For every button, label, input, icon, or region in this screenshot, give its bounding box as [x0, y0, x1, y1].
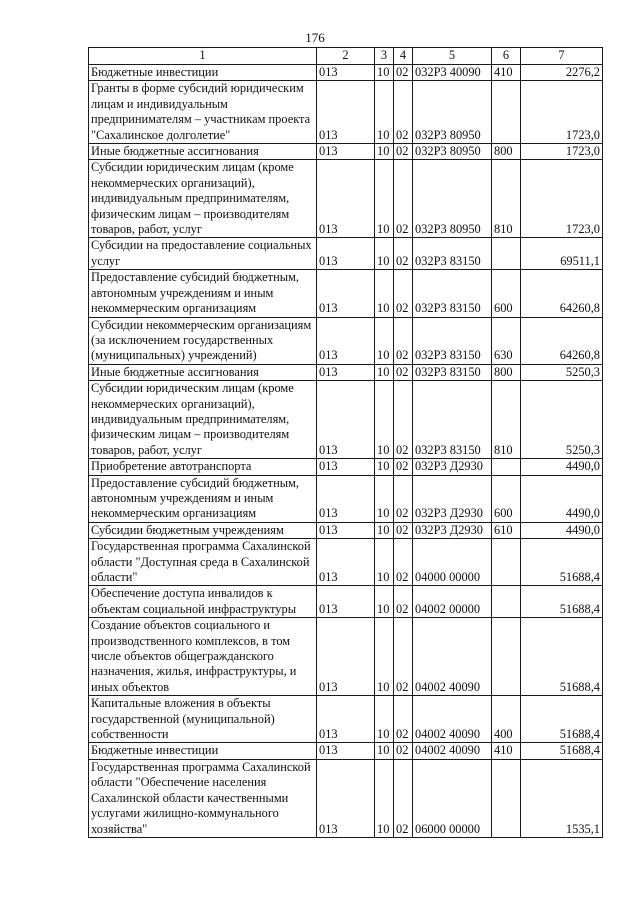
row-expense-type-cell: 600 — [492, 475, 521, 522]
row-amount-cell: 51688,4 — [521, 539, 603, 586]
row-subsection-cell: 02 — [394, 743, 413, 759]
col-header-4: 4 — [394, 48, 413, 65]
row-section-cell: 10 — [375, 364, 394, 380]
row-amount-cell: 51688,4 — [521, 618, 603, 696]
table-row — [89, 381, 603, 459]
row-section-cell: 10 — [375, 696, 394, 743]
row-expense-type-cell: 810 — [492, 160, 521, 238]
page-number: 176 — [305, 30, 325, 45]
row-section-cell: 10 — [375, 618, 394, 696]
row-amount-cell: 2276,2 — [521, 65, 603, 81]
table-row — [89, 696, 603, 743]
table-row — [89, 317, 603, 364]
row-name-cell: Обеспечение доступа инвалидов к объектам социальной инфраструктуры — [89, 586, 317, 618]
row-section-cell: 10 — [375, 81, 394, 144]
col-header-5: 5 — [413, 48, 492, 65]
row-name-cell: Субсидии юридическим лицам (кроме некоммерческих организаций), индивидуальным предпринимателям, физическим лицам – производителям товаров, работ, услуг — [89, 160, 317, 238]
row-expense-type-cell: 410 — [492, 743, 521, 759]
row-name-cell: Гранты в форме субсидий юридическим лицам и индивидуальным предпринимателям – участникам проекта "Сахалинское долголетие" — [89, 81, 317, 144]
row-admin-code-cell: 013 — [317, 144, 375, 160]
row-expense-type-cell: 800 — [492, 144, 521, 160]
row-target-article-cell: 032Р3 Д2930 — [413, 459, 492, 475]
table-row — [89, 459, 603, 475]
row-target-article-cell: 04002 40090 — [413, 743, 492, 759]
row-section-cell: 10 — [375, 539, 394, 586]
row-section-cell: 10 — [375, 475, 394, 522]
row-expense-type-cell: 630 — [492, 317, 521, 364]
col-header-1: 1 — [89, 48, 317, 65]
row-admin-code-cell: 013 — [317, 317, 375, 364]
row-expense-type-cell — [492, 586, 521, 618]
table-row — [89, 522, 603, 538]
table-row — [89, 238, 603, 270]
row-section-cell: 10 — [375, 522, 394, 538]
row-amount-cell: 51688,4 — [521, 586, 603, 618]
row-target-article-cell: 032Р3 40090 — [413, 65, 492, 81]
row-name-cell: Создание объектов социального и производственного комплексов, в том числе объектов общегражданского назначения, жилья, инфраструктуры, и иных объектов — [89, 618, 317, 696]
row-amount-cell: 4490,0 — [521, 522, 603, 538]
row-subsection-cell: 02 — [394, 586, 413, 618]
table-row — [89, 81, 603, 144]
row-expense-type-cell — [492, 539, 521, 586]
row-admin-code-cell: 013 — [317, 160, 375, 238]
row-subsection-cell: 02 — [394, 317, 413, 364]
row-amount-cell: 64260,8 — [521, 270, 603, 317]
col-header-6: 6 — [492, 48, 521, 65]
row-subsection-cell: 02 — [394, 475, 413, 522]
table-row — [89, 364, 603, 380]
row-name-cell: Субсидии юридическим лицам (кроме некоммерческих организаций), индивидуальным предпринимателям, физическим лицам – производителям товаров, работ, услуг — [89, 381, 317, 459]
table-row — [89, 618, 603, 696]
row-name-cell: Субсидии некоммерческим организациям (за исключением государственных (муниципальных) учреждений) — [89, 317, 317, 364]
table-row — [89, 160, 603, 238]
row-name-cell: Государственная программа Сахалинской области "Обеспечение населения Сахалинской области качественными услугами жилищно-коммунального хозяйства" — [89, 759, 317, 837]
row-amount-cell: 4490,0 — [521, 459, 603, 475]
row-target-article-cell: 032Р3 83150 — [413, 364, 492, 380]
row-admin-code-cell: 013 — [317, 696, 375, 743]
row-amount-cell: 5250,3 — [521, 364, 603, 380]
row-expense-type-cell — [492, 459, 521, 475]
row-section-cell: 10 — [375, 743, 394, 759]
col-header-3: 3 — [375, 48, 394, 65]
row-name-cell: Иные бюджетные ассигнования — [89, 144, 317, 160]
row-name-cell: Субсидии бюджетным учреждениям — [89, 522, 317, 538]
row-subsection-cell: 02 — [394, 459, 413, 475]
row-target-article-cell: 06000 00000 — [413, 759, 492, 837]
row-section-cell: 10 — [375, 144, 394, 160]
row-expense-type-cell: 400 — [492, 696, 521, 743]
row-expense-type-cell — [492, 759, 521, 837]
row-subsection-cell: 02 — [394, 539, 413, 586]
row-expense-type-cell: 610 — [492, 522, 521, 538]
row-target-article-cell: 032Р3 80950 — [413, 160, 492, 238]
row-admin-code-cell: 013 — [317, 81, 375, 144]
header-row — [89, 48, 603, 65]
row-target-article-cell: 032Р3 80950 — [413, 144, 492, 160]
row-admin-code-cell: 013 — [317, 586, 375, 618]
row-amount-cell: 51688,4 — [521, 696, 603, 743]
row-section-cell: 10 — [375, 160, 394, 238]
row-admin-code-cell: 013 — [317, 618, 375, 696]
row-subsection-cell: 02 — [394, 270, 413, 317]
row-section-cell: 10 — [375, 759, 394, 837]
row-section-cell: 10 — [375, 317, 394, 364]
table-row — [89, 144, 603, 160]
row-admin-code-cell: 013 — [317, 539, 375, 586]
row-subsection-cell: 02 — [394, 381, 413, 459]
row-subsection-cell: 02 — [394, 238, 413, 270]
row-expense-type-cell: 810 — [492, 381, 521, 459]
row-admin-code-cell: 013 — [317, 381, 375, 459]
row-amount-cell: 69511,1 — [521, 238, 603, 270]
row-admin-code-cell: 013 — [317, 364, 375, 380]
row-target-article-cell: 04002 40090 — [413, 618, 492, 696]
table-row — [89, 759, 603, 837]
row-amount-cell: 1723,0 — [521, 144, 603, 160]
budget-table — [88, 47, 603, 838]
row-admin-code-cell: 013 — [317, 475, 375, 522]
row-target-article-cell: 032Р3 80950 — [413, 81, 492, 144]
row-target-article-cell: 04002 40090 — [413, 696, 492, 743]
row-expense-type-cell: 600 — [492, 270, 521, 317]
row-expense-type-cell — [492, 618, 521, 696]
row-amount-cell: 5250,3 — [521, 381, 603, 459]
row-amount-cell: 64260,8 — [521, 317, 603, 364]
row-name-cell: Бюджетные инвестиции — [89, 743, 317, 759]
table-row — [89, 65, 603, 81]
row-name-cell: Бюджетные инвестиции — [89, 65, 317, 81]
table-row — [89, 586, 603, 618]
row-expense-type-cell — [492, 81, 521, 144]
row-subsection-cell: 02 — [394, 65, 413, 81]
row-target-article-cell: 032Р3 Д2930 — [413, 522, 492, 538]
row-amount-cell: 1723,0 — [521, 160, 603, 238]
table-row — [89, 270, 603, 317]
col-header-2: 2 — [317, 48, 375, 65]
row-target-article-cell: 032Р3 Д2930 — [413, 475, 492, 522]
row-subsection-cell: 02 — [394, 759, 413, 837]
row-subsection-cell: 02 — [394, 144, 413, 160]
row-name-cell: Капитальные вложения в объекты государственной (муниципальной) собственности — [89, 696, 317, 743]
row-name-cell: Предоставление субсидий бюджетным, автономным учреждениям и иным некоммерческим организациям — [89, 270, 317, 317]
row-target-article-cell: 04000 00000 — [413, 539, 492, 586]
row-subsection-cell: 02 — [394, 81, 413, 144]
row-subsection-cell: 02 — [394, 522, 413, 538]
row-target-article-cell: 032Р3 83150 — [413, 270, 492, 317]
row-subsection-cell: 02 — [394, 364, 413, 380]
row-subsection-cell: 02 — [394, 618, 413, 696]
row-name-cell: Иные бюджетные ассигнования — [89, 364, 317, 380]
table-row — [89, 539, 603, 586]
row-target-article-cell: 032Р3 83150 — [413, 238, 492, 270]
table-row — [89, 475, 603, 522]
row-name-cell: Приобретение автотранспорта — [89, 459, 317, 475]
col-header-7: 7 — [521, 48, 603, 65]
row-amount-cell: 1535,1 — [521, 759, 603, 837]
row-expense-type-cell: 410 — [492, 65, 521, 81]
row-admin-code-cell: 013 — [317, 459, 375, 475]
row-admin-code-cell: 013 — [317, 270, 375, 317]
row-expense-type-cell — [492, 238, 521, 270]
row-target-article-cell: 032Р3 83150 — [413, 381, 492, 459]
row-section-cell: 10 — [375, 238, 394, 270]
row-name-cell: Предоставление субсидий бюджетным, автономным учреждениям и иным некоммерческим организациям — [89, 475, 317, 522]
row-section-cell: 10 — [375, 586, 394, 618]
row-admin-code-cell: 013 — [317, 522, 375, 538]
row-amount-cell: 4490,0 — [521, 475, 603, 522]
table-row — [89, 743, 603, 759]
row-amount-cell: 1723,0 — [521, 81, 603, 144]
row-admin-code-cell: 013 — [317, 65, 375, 81]
row-amount-cell: 51688,4 — [521, 743, 603, 759]
row-name-cell: Государственная программа Сахалинской области "Доступная среда в Сахалинской области" — [89, 539, 317, 586]
row-section-cell: 10 — [375, 65, 394, 81]
row-target-article-cell: 04002 00000 — [413, 586, 492, 618]
row-admin-code-cell: 013 — [317, 759, 375, 837]
row-name-cell: Субсидии на предоставление социальных услуг — [89, 238, 317, 270]
row-section-cell: 10 — [375, 270, 394, 317]
row-subsection-cell: 02 — [394, 160, 413, 238]
row-section-cell: 10 — [375, 459, 394, 475]
row-subsection-cell: 02 — [394, 696, 413, 743]
row-admin-code-cell: 013 — [317, 743, 375, 759]
row-expense-type-cell: 800 — [492, 364, 521, 380]
row-target-article-cell: 032Р3 83150 — [413, 317, 492, 364]
row-admin-code-cell: 013 — [317, 238, 375, 270]
row-section-cell: 10 — [375, 381, 394, 459]
